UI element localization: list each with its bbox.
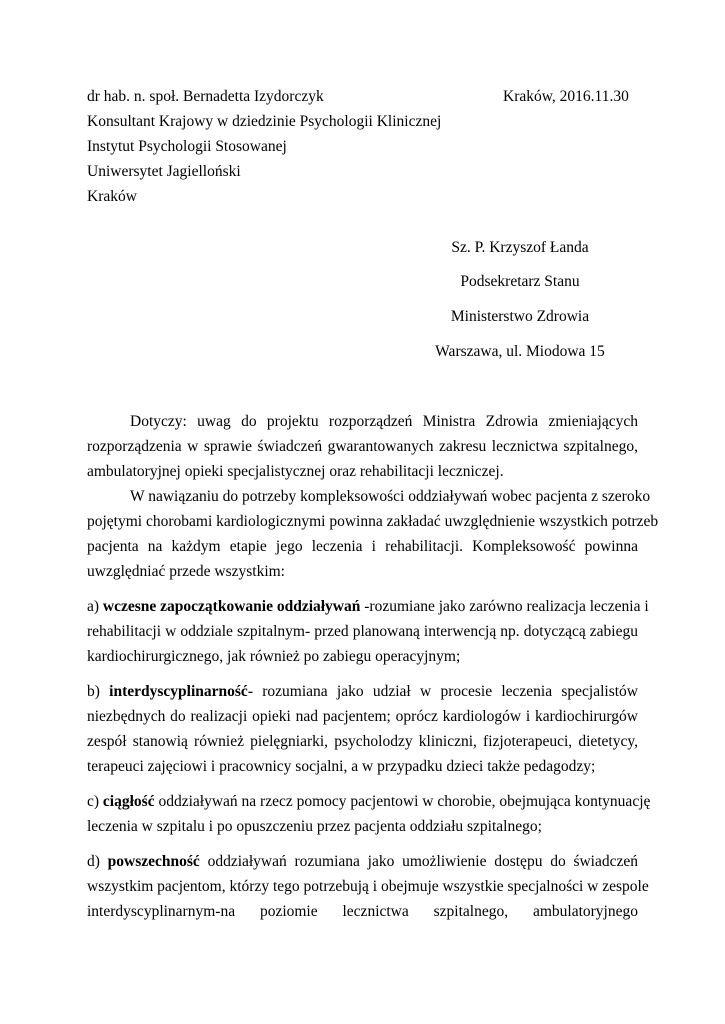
- subject-line-2: rozporządzenia w sprawie świadczeń gwarantowanych zakresu lecznictwa szpitalnego,: [87, 438, 638, 455]
- item-c-line-1: [87, 793, 651, 811]
- item-c-prefix: c): [87, 793, 103, 810]
- item-a-term: wczesne zapoczątkowanie oddziaływań: [102, 598, 361, 615]
- item-b-prefix: b): [87, 683, 110, 700]
- subject-line-1: Dotyczy: uwag do projektu rozporządzeń Ministra Zdrowia zmieniających: [130, 413, 638, 430]
- item-d-prefix: d): [87, 853, 108, 870]
- item-d-term: powszechność: [107, 853, 200, 870]
- item-b-term: interdyscyplinarność-: [109, 683, 253, 700]
- intro-line-4: uwzględniać przede wszystkim:: [87, 563, 285, 580]
- sender-university: Uniwersytet Jagielloński: [87, 163, 241, 180]
- sender-name: dr hab. n. społ. Bernadetta Izydorczyk: [87, 88, 324, 105]
- intro-line-1: W nawiązaniu do potrzeby kompleksowości oddziaływań wobec pacjenta z szeroko: [130, 488, 651, 505]
- item-d-line-3: interdyscyplinarnym-na poziomie lecznictwa szpitalnego, ambulatoryjnego: [87, 903, 638, 920]
- subject-line-3: ambulatoryjnej opieki specjalistycznej oraz rehabilitacji leczniczej.: [87, 463, 504, 480]
- item-b-line-4: terapeuci zajęciowi i pracownicy socjalni, a w przypadku dzieci także pedagodzy;: [87, 758, 596, 775]
- intro-line-3: pacjenta na każdym etapie jego leczenia i rehabilitacji. Kompleksowość powinna: [87, 538, 638, 555]
- recipient-name: Sz. P. Krzyszof Łanda: [451, 239, 589, 256]
- item-a-prefix: a): [87, 598, 103, 615]
- place-date: Kraków, 2016.11.30: [503, 88, 629, 105]
- intro-line-2: pojętymi chorobami kardiologicznymi powinna zakładać uwzględnienie wszystkich potrzeb: [87, 513, 659, 530]
- item-b-line-2: niezbędnych do realizacji opieki nad pacjentem; oprócz kardiologów i kardiochirurgów: [87, 708, 638, 725]
- sender-title: Konsultant Krajowy w dziedzinie Psychologii Klinicznej: [87, 113, 442, 130]
- item-d-line-1: [87, 853, 638, 871]
- item-c-rest: oddziaływań na rzecz pomocy pacjentowi w chorobie, obejmująca kontynuację: [154, 793, 651, 810]
- item-c-line-2: leczenia w szpitalu i po opuszczeniu przez pacjenta oddziału szpitalnego;: [87, 818, 542, 835]
- item-b-line-1: [87, 683, 638, 701]
- item-b-line-3: zespół stanowią również pielęgniarki, psycholodzy kliniczni, fizjoterapeuci, dietetycy,: [87, 733, 638, 750]
- item-a-line-1: [87, 598, 649, 616]
- recipient-position: Podsekretarz Stanu: [460, 273, 580, 290]
- item-d-rest: oddziaływań rozumiana jako umożliwienie dostępu do świadczeń: [199, 853, 638, 870]
- sender-institute: Instytut Psychologii Stosowanej: [87, 138, 287, 155]
- recipient-address: Warszawa, ul. Miodowa 15: [435, 343, 605, 360]
- item-b-rest: rozumiana jako udział w procesie leczenia specjalistów: [252, 683, 638, 700]
- item-a-rest: -rozumiane jako zarówno realizacja leczenia i: [360, 598, 649, 615]
- item-d-line-2: wszystkim pacjentom, którzy tego potrzebują i obejmuje wszystkie specjalności w zespole: [87, 878, 649, 895]
- item-a-line-2: rehabilitacji w oddziale szpitalnym- przed planowaną interwencją np. dotyczącą zabiegu: [87, 623, 638, 640]
- recipient-ministry: Ministerstwo Zdrowia: [450, 308, 590, 325]
- item-a-line-3: kardiochirurgicznego, jak również po zabiegu operacyjnym;: [87, 648, 461, 665]
- item-c-term: ciągłość: [102, 793, 155, 810]
- sender-city: Kraków: [87, 188, 137, 205]
